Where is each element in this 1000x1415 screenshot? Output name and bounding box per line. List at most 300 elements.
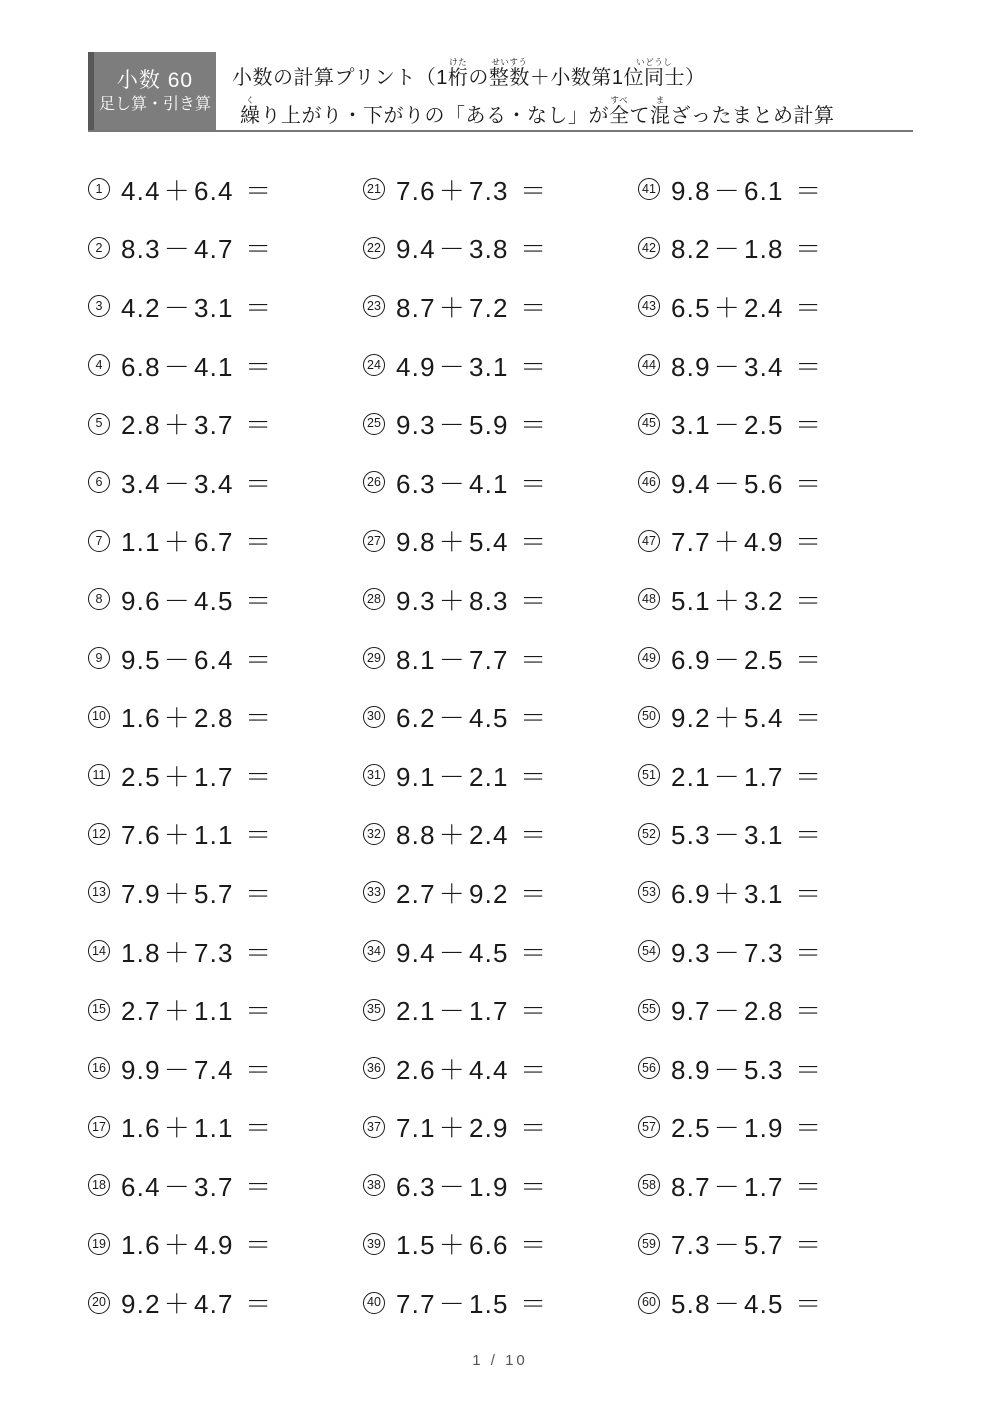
operand-left: 6.3 [396,468,436,499]
plus-operator: ＋ [713,527,741,558]
operand-left: 2.8 [121,410,161,441]
operand-right: 2.1 [468,761,509,792]
operand-right: 5.9 [468,410,509,441]
operand-left: 1.6 [121,703,161,734]
problem-item [638,1273,913,1332]
problem-number: 39 [363,1233,385,1255]
operand-left: 7.9 [121,878,161,909]
problem-expression [121,171,275,208]
problem-expression [396,640,550,677]
title-text: ＋小数第 [529,66,612,89]
operand-left: 7.6 [396,175,436,206]
problem-item [638,746,913,805]
equals-sign: ＝ [236,761,273,792]
equals-sign: ＝ [786,1113,823,1144]
operand-left: 7.3 [671,1230,711,1261]
operand-left: 1.8 [121,937,161,968]
equals-sign: ＝ [511,644,548,675]
problem-expression [396,581,550,618]
problem-number: 46 [638,471,660,493]
problem-expression [396,874,550,911]
equals-sign: ＝ [786,1054,823,1085]
problem-number: 57 [638,1116,660,1138]
operand-left: 6.3 [396,1171,436,1202]
plus-operator: ＋ [163,820,191,851]
problem-expression [121,405,275,442]
title-text: り上がり・下がりの「ある・なし」が [260,104,609,127]
problem-expression [121,1167,275,1204]
plus-operator: ＋ [438,1113,466,1144]
minus-operator: － [713,1171,741,1202]
problem-number: 5 [88,413,110,435]
equals-sign: ＝ [511,1230,548,1261]
equals-sign: ＝ [511,996,548,1027]
problem-number: 55 [638,999,660,1021]
equals-sign: ＝ [786,468,823,499]
operand-left: 9.4 [396,234,436,265]
minus-operator: － [713,1230,741,1261]
operand-right: 1.1 [193,1113,234,1144]
operand-right: 2.5 [743,644,784,675]
problem-item [88,1098,363,1157]
operand-right: 2.9 [468,1113,509,1144]
operand-left: 8.2 [671,234,711,265]
problem-number: 50 [638,706,660,728]
ruby-term: 繰く [240,94,261,127]
operand-left: 9.2 [671,703,711,734]
operand-left: 4.9 [396,351,436,382]
problem-column-1 [88,160,363,1332]
operand-left: 1.1 [121,527,161,558]
problem-number: 28 [363,588,385,610]
problem-expression [396,229,550,266]
problem-expression [396,1050,550,1087]
problem-number: 11 [88,764,110,786]
operand-left: 7.6 [121,820,161,851]
operand-right: 1.7 [743,1171,784,1202]
minus-operator: － [438,996,466,1027]
operand-left: 7.1 [396,1113,436,1144]
operand-right: 1.1 [193,996,234,1027]
operand-left: 5.8 [671,1289,711,1320]
problem-item [88,746,363,805]
problem-expression [121,640,275,677]
equals-sign: ＝ [236,292,273,323]
problem-number: 53 [638,881,660,903]
equals-sign: ＝ [511,761,548,792]
equals-sign: ＝ [511,292,548,323]
operand-right: 1.5 [468,1289,509,1320]
operand-right: 5.7 [743,1230,784,1261]
operand-right: 7.3 [468,175,509,206]
ruby-term: 整数せいすう [488,56,530,89]
header-divider [88,130,913,132]
equals-sign: ＝ [236,820,273,851]
plus-operator: ＋ [163,1289,191,1320]
problem-item [638,1156,913,1215]
problem-number: 33 [363,881,385,903]
minus-operator: － [438,234,466,265]
problem-item [638,687,913,746]
problem-expression [671,171,825,208]
operand-left: 9.3 [671,937,711,968]
problem-item [88,570,363,629]
operand-left: 9.9 [121,1054,161,1085]
problem-number: 22 [363,237,385,259]
problem-expression [671,1108,825,1145]
operand-left: 9.8 [396,527,436,558]
operand-right: 6.4 [193,175,234,206]
ruby-term: 混ま [650,94,671,127]
problem-item [88,1215,363,1274]
operand-right: 4.1 [468,468,509,499]
equals-sign: ＝ [236,410,273,441]
problem-number: 51 [638,764,660,786]
problem-item [88,687,363,746]
problem-item [638,1215,913,1274]
equals-sign: ＝ [511,468,548,499]
equals-sign: ＝ [236,703,273,734]
equals-sign: ＝ [511,1171,548,1202]
problems-sheet [88,160,913,1332]
plus-operator: ＋ [438,292,466,323]
operand-left: 4.4 [121,175,161,206]
problem-expression [396,405,550,442]
problem-item [363,1156,638,1215]
problem-number: 18 [88,1174,110,1196]
problem-columns [88,160,913,1332]
problem-number: 29 [363,647,385,669]
problem-item [363,1098,638,1157]
operand-right: 2.8 [193,703,234,734]
plus-operator: ＋ [438,585,466,616]
problem-expression [396,1167,550,1204]
operand-right: 4.9 [193,1230,234,1261]
operand-left: 8.9 [671,351,711,382]
operand-left: 9.4 [671,468,711,499]
equals-sign: ＝ [786,527,823,558]
operand-left: 8.1 [396,644,436,675]
problem-expression [396,1225,550,1262]
problem-number: 56 [638,1057,660,1079]
minus-operator: － [438,937,466,968]
operand-right: 5.4 [743,703,784,734]
title-text: ざったまとめ計算 [670,104,835,127]
plus-operator: ＋ [163,703,191,734]
operand-left: 9.4 [396,937,436,968]
plus-operator: ＋ [713,703,741,734]
problem-number: 1 [88,178,110,200]
problem-expression [671,1050,825,1087]
badge-title: 小数 60 [116,69,194,93]
operand-right: 5.6 [743,468,784,499]
operand-right: 7.3 [193,937,234,968]
operand-left: 9.6 [121,585,161,616]
problem-expression [121,815,275,852]
operand-left: 2.7 [121,996,161,1027]
problem-item [638,1039,913,1098]
minus-operator: － [713,1289,741,1320]
equals-sign: ＝ [786,820,823,851]
problem-item [363,219,638,278]
problem-number: 15 [88,999,110,1021]
minus-operator: － [163,1171,191,1202]
equals-sign: ＝ [786,644,823,675]
problem-item [363,1215,638,1274]
operand-right: 3.7 [193,410,234,441]
problem-expression [671,1167,825,1204]
operand-right: 2.4 [468,820,509,851]
problem-expression [671,698,825,735]
badge-subtitle: 足し算・引き算 [98,96,211,114]
ruby-term: 全すべ [609,94,630,127]
problem-item [88,512,363,571]
equals-sign: ＝ [236,468,273,499]
operand-left: 9.1 [396,761,436,792]
problem-item [363,746,638,805]
operand-right: 1.9 [468,1171,509,1202]
problem-number: 40 [363,1292,385,1314]
equals-sign: ＝ [786,937,823,968]
equals-sign: ＝ [236,1054,273,1085]
problem-item [638,219,913,278]
minus-operator: － [163,644,191,675]
problem-number: 32 [363,823,385,845]
problem-number: 17 [88,1116,110,1138]
problem-item [363,629,638,688]
problem-item [363,336,638,395]
plus-operator: ＋ [438,878,466,909]
problem-number: 13 [88,881,110,903]
equals-sign: ＝ [511,410,548,441]
equals-sign: ＝ [236,585,273,616]
equals-sign: ＝ [786,996,823,1027]
operand-right: 6.4 [193,644,234,675]
title-text: ） [684,66,706,89]
operand-left: 9.2 [121,1289,161,1320]
problem-number: 35 [363,999,385,1021]
operand-right: 3.1 [743,820,784,851]
problem-item [638,922,913,981]
operand-right: 7.7 [468,644,509,675]
problem-number: 25 [363,413,385,435]
operand-right: 4.4 [468,1054,509,1085]
operand-right: 7.3 [743,937,784,968]
equals-sign: ＝ [236,1113,273,1144]
page-number: 1 / 10 [472,1352,528,1369]
equals-sign: ＝ [786,761,823,792]
plus-operator: ＋ [438,527,466,558]
operand-left: 5.3 [671,820,711,851]
operand-right: 3.1 [743,878,784,909]
plus-operator: ＋ [163,1230,191,1261]
operand-left: 6.9 [671,878,711,909]
equals-sign: ＝ [786,175,823,206]
problem-expression [671,464,825,501]
problem-item [638,980,913,1039]
minus-operator: － [163,351,191,382]
minus-operator: － [713,996,741,1027]
problem-number: 12 [88,823,110,845]
operand-right: 2.4 [743,292,784,323]
problem-column-2 [363,160,638,1332]
problem-item [88,453,363,512]
problem-expression [671,991,825,1028]
operand-right: 4.5 [743,1289,784,1320]
operand-left: 2.7 [396,878,436,909]
problem-expression [396,698,550,735]
problem-expression [396,815,550,852]
equals-sign: ＝ [511,585,548,616]
minus-operator: － [713,937,741,968]
operand-left: 6.2 [396,703,436,734]
plus-operator: ＋ [163,410,191,441]
operand-left: 9.3 [396,585,436,616]
operand-left: 9.5 [121,644,161,675]
operand-left: 9.8 [671,175,711,206]
plus-operator: ＋ [713,292,741,323]
minus-operator: － [438,410,466,441]
problem-number: 41 [638,178,660,200]
operand-left: 1.5 [396,1230,436,1261]
problem-expression [121,1050,275,1087]
equals-sign: ＝ [236,1171,273,1202]
problem-expression [121,464,275,501]
problem-number: 38 [363,1174,385,1196]
minus-operator: － [438,1289,466,1320]
equals-sign: ＝ [511,1113,548,1144]
minus-operator: － [713,820,741,851]
operand-left: 6.5 [671,292,711,323]
plus-operator: ＋ [163,761,191,792]
problem-item [638,277,913,336]
operand-right: 3.4 [193,468,234,499]
problem-number: 23 [363,295,385,317]
problem-item [363,1273,638,1332]
problem-number: 48 [638,588,660,610]
operand-right: 1.7 [743,761,784,792]
operand-left: 3.1 [671,410,711,441]
problem-number: 10 [88,706,110,728]
problem-expression [671,522,825,559]
problem-expression [671,229,825,266]
problem-number: 6 [88,471,110,493]
title-text: 1 [436,66,448,89]
minus-operator: － [713,1113,741,1144]
problem-number: 43 [638,295,660,317]
minus-operator: － [713,468,741,499]
plus-operator: ＋ [438,820,466,851]
problem-item [363,160,638,219]
minus-operator: － [713,410,741,441]
problem-number: 24 [363,354,385,376]
problem-item [88,394,363,453]
problem-number: 58 [638,1174,660,1196]
minus-operator: － [713,175,741,206]
problem-expression [121,229,275,266]
problem-expression [396,991,550,1028]
equals-sign: ＝ [511,820,548,851]
equals-sign: ＝ [511,351,548,382]
problem-number: 21 [363,178,385,200]
operand-right: 4.5 [193,585,234,616]
problem-item [88,219,363,278]
minus-operator: － [438,1171,466,1202]
operand-right: 3.1 [468,351,509,382]
problem-number: 34 [363,940,385,962]
equals-sign: ＝ [786,703,823,734]
minus-operator: － [713,761,741,792]
minus-operator: － [163,585,191,616]
operand-left: 8.9 [671,1054,711,1085]
equals-sign: ＝ [511,878,548,909]
problem-item [88,277,363,336]
problem-item [638,336,913,395]
worksheet-title-line-1 [232,57,913,88]
problem-number: 45 [638,413,660,435]
problem-item [638,629,913,688]
operand-left: 2.1 [396,996,436,1027]
problem-expression [396,1108,550,1145]
operand-right: 5.7 [193,878,234,909]
problem-item [363,980,638,1039]
problem-item [638,570,913,629]
problem-item [88,863,363,922]
problem-item [363,805,638,864]
equals-sign: ＝ [511,527,548,558]
operand-right: 1.9 [743,1113,784,1144]
problem-item [363,570,638,629]
equals-sign: ＝ [786,1289,823,1320]
problem-expression [671,815,825,852]
problem-expression [671,874,825,911]
problem-expression [396,288,550,325]
problem-item [638,453,913,512]
plus-operator: ＋ [438,1054,466,1085]
problem-number: 20 [88,1292,110,1314]
ruby-term: 桁けた [447,56,469,89]
operand-right: 5.4 [468,527,509,558]
equals-sign: ＝ [236,878,273,909]
problem-item [638,1098,913,1157]
problem-number: 36 [363,1057,385,1079]
problem-expression [671,757,825,794]
minus-operator: － [713,644,741,675]
problem-expression [121,757,275,794]
operand-right: 3.1 [193,292,234,323]
problem-item [363,687,638,746]
operand-left: 2.5 [121,761,161,792]
minus-operator: － [438,351,466,382]
plus-operator: ＋ [163,175,191,206]
operand-right: 7.4 [193,1054,234,1085]
problem-expression [396,757,550,794]
problem-number: 4 [88,354,110,376]
equals-sign: ＝ [786,878,823,909]
problem-number: 2 [88,237,110,259]
minus-operator: － [438,644,466,675]
equals-sign: ＝ [236,937,273,968]
equals-sign: ＝ [511,234,548,265]
worksheet-header [88,52,913,130]
operand-left: 1.6 [121,1230,161,1261]
problem-number: 59 [638,1233,660,1255]
minus-operator: － [163,468,191,499]
problem-item [638,805,913,864]
plus-operator: ＋ [163,937,191,968]
equals-sign: ＝ [236,1289,273,1320]
problem-number: 37 [363,1116,385,1138]
